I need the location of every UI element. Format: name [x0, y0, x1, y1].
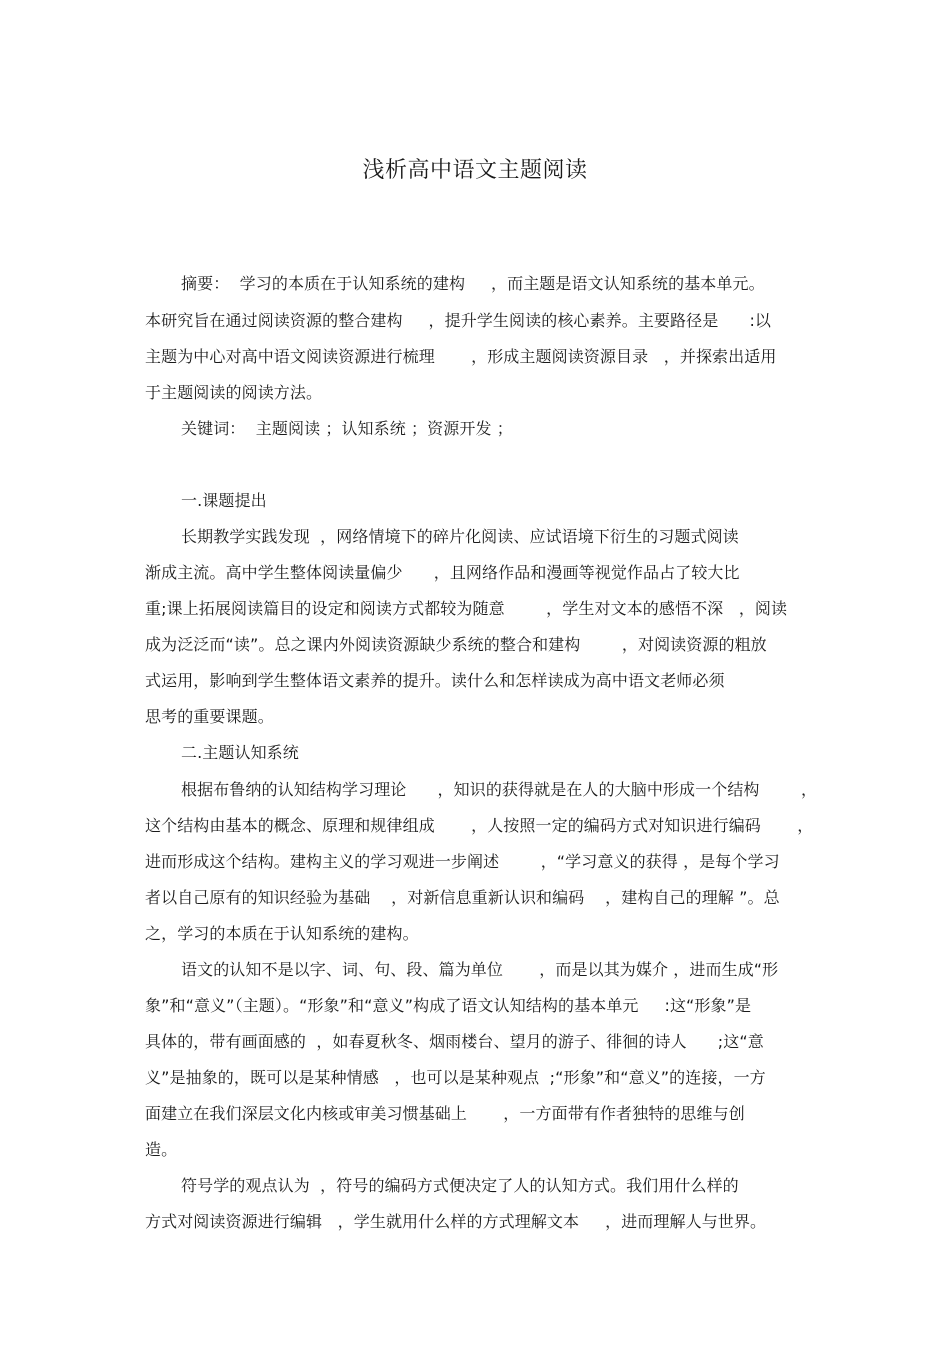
keywords-line: 关键词： 主题阅读 ；认知系统 ；资源开发 ；	[181, 419, 513, 438]
paragraph-line: 成为泛泛而“读”。总之课内外阅读资源缺少系统的整合和建构 ，对阅读资源的粗放	[145, 635, 767, 654]
paragraph-line: 思考的重要课题。	[145, 707, 274, 726]
paragraph-line: 象”和“意义”（主题）。“形象”和“意义”构成了语文认知结构的基本单元 :这“形象”是	[145, 996, 752, 1015]
paragraph-line: 渐成主流。高中学生整体阅读量偏少 ，且网络作品和漫画等视觉作品占了较大比	[145, 563, 740, 582]
paragraph-line: 长期教学实践发现 ，网络情境下的碎片化阅读、应试语境下衍生的习题式阅读	[181, 527, 739, 546]
paragraph-line: 语文的认知不是以字、词、句、段、篇为单位 ，而是以其为媒介 ，进而生成“形	[181, 960, 779, 979]
paragraph-line: 之，学习的本质在于认知系统的建构。	[145, 924, 419, 943]
paragraph-line: 造。	[145, 1140, 178, 1159]
section-heading-1: 一.课题提出	[181, 491, 267, 510]
paragraph-line: 式运用，影响到学生整体语文素养的提升。读什么和怎样读成为高中语文老师必须	[145, 671, 725, 690]
abstract-line-2: 本研究旨在通过阅读资源的整合建构 ，提升学生阅读的核心素养。主要路径是 :以	[145, 311, 772, 330]
paragraph-line: 方式对阅读资源进行编辑 ，学生就用什么样的方式理解文本 ，进而理解人与世界。	[145, 1212, 767, 1231]
paragraph-line: 这个结构由基本的概念、原理和规律组成 ，人按照一定的编码方式对知识进行编码 ，	[145, 816, 814, 835]
paragraph-line: 面建立在我们深层文化内核或审美习惯基础上 ，一方面带有作者独特的思维与创	[145, 1104, 745, 1123]
abstract-line-4: 于主题阅读的阅读方法。	[145, 383, 323, 402]
section-heading-2: 二.主题认知系统	[181, 743, 299, 762]
paragraph-line: 根据布鲁纳的认知结构学习理论 ，知识的获得就是在人的大脑中形成一个结构 ，	[181, 780, 818, 799]
paragraph-line: 具体的，带有画面感的 ，如春夏秋冬、烟雨楼台、望月的游子、徘徊的诗人 ;这“意	[145, 1032, 764, 1051]
document-title: 浅析高中语文主题阅读	[362, 158, 588, 183]
abstract-line-1: 摘要： 学习的本质在于认知系统的建构 ，而主题是语文认知系统的基本单元。	[181, 274, 765, 293]
paragraph-line: 符号学的观点认为 ，符号的编码方式便决定了人的认知方式。我们用什么样的	[181, 1176, 739, 1195]
paragraph-line: 义”是抽象的，既可以是某种情感 ，也可以是某种观点 ;“形象”和“意义”的连接，一方	[145, 1068, 766, 1087]
paragraph-line: 者以自己原有的知识经验为基础 ，对新信息重新认识和编码 ，建构自己的理解 ”。总	[145, 888, 780, 907]
paragraph-line: 进而形成这个结构。建构主义的学习观进一步阐述 ，“学习意义的获得 ，是每个学习	[145, 852, 780, 871]
paragraph-line: 重;课上拓展阅读篇目的设定和阅读方式都较为随意 ，学生对文本的感悟不深 ，阅读	[145, 599, 788, 618]
abstract-line-3: 主题为中心对高中语文阅读资源进行梳理 ，形成主题阅读资源目录 ，并探索出适用	[145, 347, 777, 366]
